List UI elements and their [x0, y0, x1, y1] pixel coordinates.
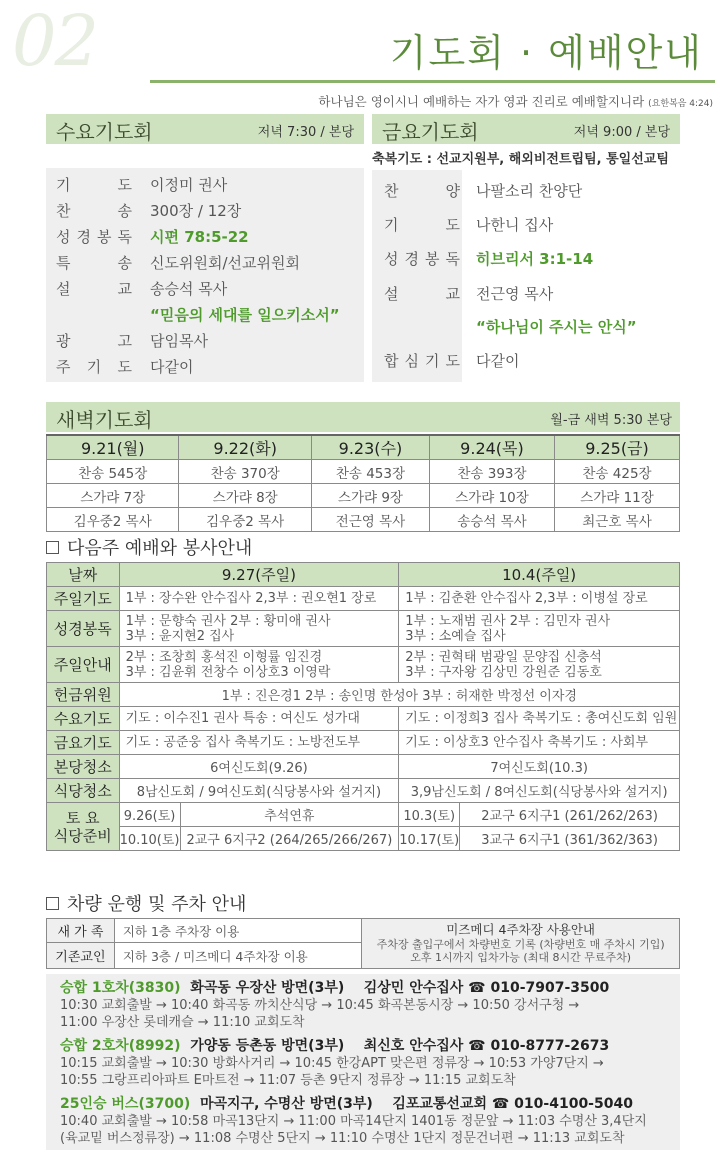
dawn-prayer-table [46, 434, 680, 532]
dawn-bible: 스가랴 7장 [47, 484, 179, 508]
table-row [47, 803, 680, 827]
cell: 3,9남신도회 / 8여신도회(식당봉사와 설거지) [399, 779, 680, 803]
table-row [47, 587, 680, 611]
bus-route [46, 1032, 680, 1092]
table-row [47, 707, 680, 731]
cell: 1부 : 진은경1 2부 : 송인명 한성아 3부 : 허재한 박정선 이자경 [119, 683, 679, 707]
row-label: 성경봉독 [47, 611, 120, 647]
table-row [47, 508, 680, 532]
route-header [60, 1035, 670, 1055]
bus-route [46, 1090, 680, 1150]
order-value: 시편 78:5-22 [150, 228, 249, 246]
table-row [47, 827, 680, 851]
dawn-hymn: 찬송 545장 [47, 460, 179, 484]
next-week-section-title [46, 534, 252, 560]
order-value: 나한니 집사 [476, 216, 554, 234]
route-line: 10:15 교회출발 → 10:30 방화사거리 → 10:45 한강APT 맞은편 정류장 → 10:53 가양7단지 → [60, 1056, 604, 1071]
cell [399, 611, 680, 647]
route-driver: 김포교통선교회 ☎ 010-4100-5040 [392, 1096, 633, 1112]
order-label: 성 경 봉 독 [56, 228, 132, 246]
column-header-date1: 9.27(주일) [119, 563, 399, 587]
table-row [47, 647, 680, 683]
column-header-date2: 10.4(주일) [399, 563, 680, 587]
row-label: 헌금위원 [47, 683, 120, 707]
row-label-line: 식당준비 [53, 826, 112, 845]
dawn-bible: 스가랴 9장 [311, 484, 429, 508]
order-label: 광 고 [56, 332, 132, 350]
row-label: 주일안내 [47, 647, 120, 683]
order-label: 특 송 [56, 254, 132, 272]
dawn-preacher: 김우중2 목사 [179, 508, 311, 532]
row-label [47, 803, 120, 851]
friday-blessing-line: 축복기도 : 선교지원부, 해외비전트립팀, 통일선교팀 [372, 152, 669, 167]
next-week-table [46, 562, 680, 851]
cell [399, 647, 680, 683]
parking-notice [362, 919, 680, 969]
dawn-hymn: 찬송 393장 [429, 460, 554, 484]
dawn-preacher: 송승석 목사 [429, 508, 554, 532]
vehicle-section-title [46, 890, 246, 916]
cell: 1부 : 김춘환 안수집사 2,3부 : 이병설 장로 [399, 587, 680, 611]
dawn-hymn: 찬송 370장 [179, 460, 311, 484]
parking-notice-title: 미즈메디 4주차장 사용안내 [446, 922, 595, 937]
page-title: 기도회 · 예배안내 [389, 31, 703, 75]
order-value: 다같이 [150, 358, 194, 376]
checkbox-square-icon [46, 541, 59, 554]
bus-name: 승합 2호차(8992) [60, 1038, 181, 1054]
route-area: 마곡지구, 수명산 방면(3부) [199, 1096, 373, 1112]
dawn-prayer-title: 새벽기도회 [56, 408, 153, 432]
cell-line: 1부 : 문향숙 권사 2부 : 황미애 권사 [125, 613, 331, 629]
order-label: 설 교 [384, 285, 460, 303]
table-row [47, 779, 680, 803]
sermon-title: “하나님이 주시는 안식” [476, 318, 637, 336]
dawn-preacher: 김우중2 목사 [47, 508, 179, 532]
order-value: 신도위원회/선교위원회 [150, 254, 300, 272]
order-value: 히브리서 3:1-14 [476, 250, 594, 268]
checkbox-square-icon [46, 897, 59, 910]
order-label: 합 심 기 도 [384, 352, 460, 370]
cell-line: 3부 : 윤지현2 집사 [125, 628, 235, 644]
sermon-title: “믿음의 세대를 일으키소서” [150, 306, 340, 324]
route-driver: 최신호 안수집사 ☎ 010-8777-2673 [363, 1038, 610, 1054]
friday-prayer-title: 금요기도회 [382, 120, 479, 144]
cell: 6여신도회(9.26) [119, 755, 399, 779]
cell-date: 10.17(토) [399, 827, 460, 851]
table-row [47, 563, 680, 587]
cell: 지하 3층 / 미즈메디 4주차장 이용 [114, 943, 361, 969]
route-area: 화곡동 우장산 방면(3부) [190, 980, 345, 996]
bus-name: 승합 1호차(3830) [60, 980, 181, 996]
table-row [47, 611, 680, 647]
route-line: 10:55 그랑프리아파트 E마트전 → 11:07 등촌 9단지 정류장 → 11:15 교회도착 [60, 1073, 516, 1088]
order-value: 송승석 목사 [150, 280, 228, 298]
cell: 2교구 6지구1 (261/262/263) [460, 803, 680, 827]
order-label: 찬 송 [56, 202, 132, 220]
dawn-hymn: 찬송 425장 [554, 460, 679, 484]
friday-prayer-time: 저녁 9:00 / 본당 [573, 125, 670, 140]
page-number: 02 [12, 0, 98, 82]
order-value: 전근영 목사 [476, 285, 554, 303]
section-title-text: 차량 운행 및 주차 안내 [67, 894, 247, 915]
bus-name: 25인승 버스(3700) [60, 1096, 191, 1112]
verse-reference: (요한복음 4:24) [648, 99, 713, 109]
row-label: 수요기도 [47, 707, 120, 731]
cell: 1부 : 장수완 안수집사 2,3부 : 권오현1 장로 [119, 587, 399, 611]
cell: 7여신도회(10.3) [399, 755, 680, 779]
order-label: 찬 양 [384, 182, 460, 200]
cell-date: 10.3(토) [399, 803, 460, 827]
cell-line: 3부 : 소예슬 집사 [405, 628, 506, 644]
parking-notice-line: 오후 1시까지 입차가능 (최대 8시간 무료주차) [410, 951, 631, 964]
order-label: 기 도 [56, 176, 132, 194]
row-label-line: 토 요 [65, 808, 100, 827]
friday-prayer-header [372, 114, 680, 144]
column-header-date: 날짜 [47, 563, 120, 587]
table-row [47, 755, 680, 779]
route-line: 11:00 우장산 롯데캐슬 → 11:10 교회도착 [60, 1015, 305, 1030]
cell-line: 2부 : 권혁태 범광일 문양집 신충석 [405, 649, 602, 665]
cell-line: 3부 : 김윤휘 전창수 이상호3 이영락 [125, 664, 331, 680]
cell: 기도 : 공준웅 집사 축복기도 : 노방전도부 [119, 731, 399, 755]
route-area: 가양동 등촌동 방면(3부) [190, 1038, 345, 1054]
cell: 2교구 6지구2 (264/265/266/267) [180, 827, 399, 851]
dawn-prayer-header [46, 402, 680, 432]
wednesday-prayer-title: 수요기도회 [56, 120, 153, 144]
table-row [47, 731, 680, 755]
order-value: 다같이 [476, 352, 520, 370]
route-line: (육교밑 버스정류장) → 11:08 수명산 5단지 → 11:10 수명산 1단지 정문건너편 → 11:13 교회도착 [60, 1131, 625, 1146]
cell-date: 9.26(토) [119, 803, 180, 827]
order-label: 주 기 도 [56, 358, 132, 376]
cell: 추석연휴 [180, 803, 399, 827]
row-label: 기존교인 [47, 943, 115, 969]
route-line: 10:30 교회출발 → 10:40 화곡동 까치산식당 → 10:45 화곡본동시장 → 10:50 강서구청 → [60, 998, 580, 1013]
parking-table [46, 918, 680, 969]
row-label: 금요기도 [47, 731, 120, 755]
route-header [60, 977, 670, 997]
cell-date: 10.10(토) [119, 827, 180, 851]
wednesday-prayer-header [46, 114, 364, 144]
route-driver: 김상민 안수집사 ☎ 010-7907-3500 [363, 980, 610, 996]
order-label: 성 경 봉 독 [384, 250, 460, 268]
cell: 3교구 6지구1 (361/362/363) [460, 827, 680, 851]
cell: 8남신도회 / 9여신도회(식당봉사와 설거지) [119, 779, 399, 803]
table-row [47, 460, 680, 484]
dawn-date: 9.23(수) [311, 435, 429, 460]
cell: 기도 : 이수진1 권사 특송 : 여신도 성가대 [119, 707, 399, 731]
cell: 지하 1층 주차장 이용 [114, 919, 361, 943]
wednesday-prayer-order [46, 168, 364, 382]
cell: 기도 : 이상호3 안수집사 축복기도 : 사회부 [399, 731, 680, 755]
order-label: 설 교 [56, 280, 132, 298]
row-label: 주일기도 [47, 587, 120, 611]
cell-line: 3부 : 구자왕 김상민 강원준 김동호 [405, 664, 602, 680]
scripture-verse [318, 92, 713, 110]
dawn-bible: 스가랴 8장 [179, 484, 311, 508]
section-title-text: 다음주 예배와 봉사안내 [67, 538, 253, 559]
dawn-preacher: 최근호 목사 [554, 508, 679, 532]
table-row [47, 683, 680, 707]
dawn-bible: 스가랴 10장 [429, 484, 554, 508]
table-row [47, 435, 680, 460]
dawn-date: 9.24(목) [429, 435, 554, 460]
cell [119, 647, 399, 683]
order-value: 담임목사 [150, 332, 208, 350]
cell-line: 2부 : 조창희 홍석진 이형률 임진경 [125, 649, 323, 665]
table-row [47, 484, 680, 508]
dawn-date: 9.22(화) [179, 435, 311, 460]
order-value: 이정미 권사 [150, 176, 228, 194]
dawn-bible: 스가랴 11장 [554, 484, 679, 508]
row-label: 본당청소 [47, 755, 120, 779]
order-value: 300장 / 12장 [150, 202, 242, 220]
cell-line: 1부 : 노재범 권사 2부 : 김민자 권사 [405, 613, 611, 629]
bus-route [46, 974, 680, 1034]
wednesday-prayer-time: 저녁 7:30 / 본당 [257, 125, 354, 140]
table-row [47, 919, 680, 943]
order-label: 기 도 [384, 216, 460, 234]
parking-notice-line: 주차장 출입구에서 차량번호 기록 (차량번호 매 주차시 기입) [376, 938, 665, 951]
dawn-date: 9.21(월) [47, 435, 179, 460]
dawn-prayer-time: 월-금 새벽 5:30 본당 [550, 413, 672, 428]
row-label: 식당청소 [47, 779, 120, 803]
route-header [60, 1093, 670, 1113]
cell [119, 611, 399, 647]
verse-text: 하나님은 영이시니 예배하는 자가 영과 진리로 예배할지니라 [318, 94, 645, 109]
dawn-hymn: 찬송 453장 [311, 460, 429, 484]
title-divider [150, 80, 715, 83]
route-line: 10:40 교회출발 → 10:58 마곡13단지 → 11:00 마곡14단지 1401동 정문앞 → 11:03 수명산 3,4단지 [60, 1114, 647, 1129]
dawn-preacher: 전근영 목사 [311, 508, 429, 532]
cell: 기도 : 이정희3 집사 축복기도 : 총여신도회 임원 [399, 707, 680, 731]
row-label: 새 가 족 [47, 919, 115, 943]
order-value: 나팔소리 찬양단 [476, 182, 583, 200]
dawn-date: 9.25(금) [554, 435, 679, 460]
